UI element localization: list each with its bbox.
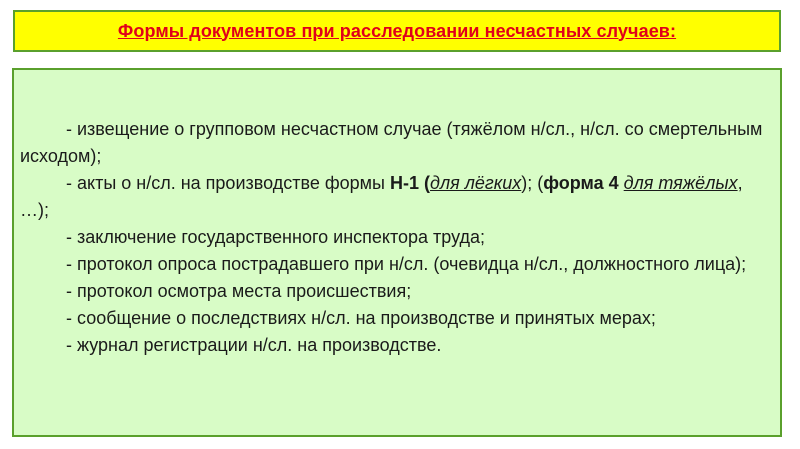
list-item-inspection-protocol: - протокол осмотра места происшествия; xyxy=(66,281,412,301)
acts-prefix: - акты о н/сл. на производстве формы xyxy=(66,173,390,193)
list-item-acts xyxy=(20,170,772,224)
list-item-consequences-report: - сообщение о последствиях н/сл. на производстве и принятых мерах; xyxy=(66,308,656,328)
list-item-interview-protocol: - протокол опроса пострадавшего при н/сл. (очевидца н/сл., должностного лица); xyxy=(66,254,747,274)
acts-mid: ); ( xyxy=(521,173,544,193)
list-item-group-notice: - извещение о групповом несчастном случае (тяжёлом н/сл., н/сл. со смертельным исходом); xyxy=(20,119,763,166)
list-item-inspector-conclusion: - заключение государственного инспектора труда; xyxy=(66,227,486,247)
heavy-cases-label: для тяжёлых xyxy=(623,173,738,193)
title-banner xyxy=(13,10,781,52)
form-h1-label: Н-1 xyxy=(390,173,420,193)
list-item-registration-journal: - журнал регистрации н/сл. на производстве. xyxy=(66,335,442,355)
acts-suffix: , …); xyxy=(20,173,743,220)
form-4-label: форма 4 xyxy=(543,173,619,193)
content-panel xyxy=(12,68,782,437)
light-cases-label: для лёгких xyxy=(430,173,522,193)
document-list xyxy=(20,116,772,359)
paren-open: ( xyxy=(419,173,431,193)
page-title: Формы документов при расследовании несчастных случаев: xyxy=(117,20,677,41)
